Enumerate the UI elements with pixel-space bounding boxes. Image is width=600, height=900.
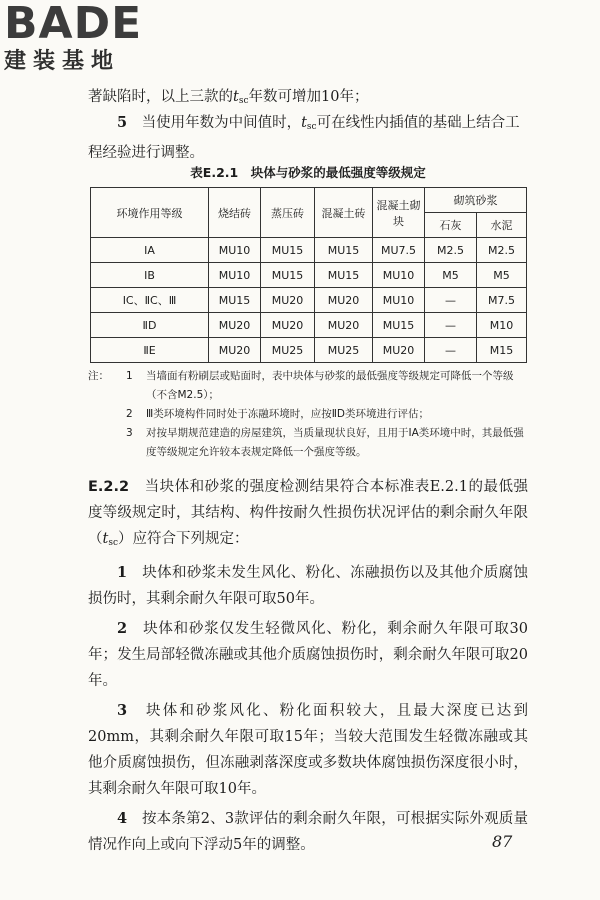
logo-wordmark: BADE — [4, 0, 143, 49]
cell-env: ⅠC、ⅡC、Ⅲ — [91, 288, 209, 313]
cell: MU25 — [261, 338, 315, 363]
clause-number: 5 — [117, 114, 128, 131]
clause-text: 块体和砂浆未发生风化、粉化、冻融损伤以及其他介质腐蚀损伤时，其剩余耐久年限可取50年。 — [88, 565, 529, 607]
cell-env: ⅠA — [91, 238, 209, 263]
clause-number: 3 — [117, 702, 128, 719]
clause-number: 1 — [117, 564, 128, 581]
cell: M10 — [477, 313, 527, 338]
cell: MU20 — [261, 313, 315, 338]
cell: M7.5 — [477, 288, 527, 313]
table-notes — [88, 367, 528, 462]
clause-1 — [88, 560, 528, 612]
cell: MU7.5 — [373, 238, 425, 263]
cell: — — [425, 338, 477, 363]
cell: M5 — [425, 263, 477, 288]
cell: MU15 — [373, 313, 425, 338]
table-row — [91, 288, 527, 313]
table-row — [91, 313, 527, 338]
note-label: 3 — [126, 427, 133, 439]
cell: MU15 — [209, 288, 261, 313]
symbol-sub: sc — [108, 538, 118, 548]
cell-env: ⅠB — [91, 263, 209, 288]
cell: MU20 — [209, 338, 261, 363]
note-text: Ⅲ类环境构件同时处于冻融环境时，应按ⅡD类环境进行评估； — [146, 408, 429, 420]
table-row — [91, 263, 527, 288]
table-caption: 表E.2.1 块体与砂浆的最低强度等级规定 — [190, 165, 426, 180]
header-sintered: 烧结砖 — [209, 188, 261, 238]
cell: — — [425, 313, 477, 338]
notes-prefix: 注： — [88, 370, 109, 382]
cell: MU20 — [209, 313, 261, 338]
site-logo — [4, 2, 142, 74]
note-label: 1 — [126, 370, 133, 382]
symbol-t: t — [301, 115, 307, 131]
header-cement: 水泥 — [477, 213, 527, 238]
cell: MU10 — [209, 238, 261, 263]
note-indent — [88, 405, 126, 424]
table-row — [91, 338, 527, 363]
symbol-sub: sc — [306, 122, 317, 132]
cell: MU20 — [315, 313, 373, 338]
note-item — [88, 405, 528, 424]
header-lime: 石灰 — [425, 213, 477, 238]
cell: MU15 — [315, 238, 373, 263]
cell: MU25 — [315, 338, 373, 363]
section-intro — [88, 474, 528, 556]
text-segment: 当使用年数为中间值时， — [141, 115, 302, 131]
section-body — [88, 474, 528, 862]
cell: MU10 — [373, 288, 425, 313]
cell: MU15 — [261, 238, 315, 263]
clause-text: 块体和砂浆风化、粉化面积较大，且最大深度已达到20mm，其剩余耐久年限可取15年；当较大范围发生轻微冻融或其他介质腐蚀损伤，但冻融剥落深度或多数块体腐蚀损伤深度很小时，其剩余耐久年限可取10年。 — [88, 703, 529, 797]
header-concrete-block: 混凝土砌块 — [373, 188, 425, 238]
header-env: 环境作用等级 — [91, 188, 209, 238]
section-number: E.2.2 — [88, 479, 130, 495]
note-item — [88, 424, 528, 462]
cell: M2.5 — [477, 238, 527, 263]
cell: MU15 — [261, 263, 315, 288]
strength-table — [90, 187, 527, 363]
symbol-t: t — [102, 531, 109, 547]
note-indent — [88, 424, 126, 462]
text-segment: 年数可增加10年； — [248, 89, 369, 105]
cell: MU15 — [315, 263, 373, 288]
table-row — [91, 238, 527, 263]
clause-text: 按本条第2、3款评估的剩余耐久年限，可根据实际外观质量情况作向上或向下浮动5年的调整。 — [88, 811, 528, 853]
cell: MU20 — [261, 288, 315, 313]
note-text: 当墙面有粉刷层或贴面时，表中块体与砂浆的最低强度等级规定可降低一个等级（不含M2.5）； — [146, 370, 514, 401]
cell: MU10 — [209, 263, 261, 288]
header-pressed: 蒸压砖 — [261, 188, 315, 238]
logo-subtitle: 建装基地 — [4, 49, 121, 74]
cell: MU10 — [373, 263, 425, 288]
text-segment: 可在线性内插值的基础上结合工程经验进行调整。 — [88, 115, 520, 161]
cell: MU20 — [315, 288, 373, 313]
clause-number: 4 — [117, 810, 128, 827]
clause-number: 2 — [117, 620, 128, 637]
cell: MU20 — [373, 338, 425, 363]
note-text: 对按早期规范建造的房屋建筑，当质量现状良好，且用于ⅠA类环境中时，其最低强度等级规定允许较本表规定降低一个强度等级。 — [146, 427, 524, 458]
cell: M5 — [477, 263, 527, 288]
note-label: 2 — [126, 408, 133, 420]
symbol-t: t — [233, 89, 239, 105]
cell-env: ⅡD — [91, 313, 209, 338]
clause-5 — [88, 110, 528, 166]
text-segment: 著缺陷时，以上三款的 — [88, 89, 233, 105]
clause-4 — [88, 806, 528, 858]
cell: — — [425, 288, 477, 313]
page-number: 87 — [492, 832, 513, 851]
clause-2 — [88, 616, 528, 694]
clause-3 — [88, 698, 528, 802]
symbol-sub: sc — [238, 96, 249, 106]
text-segment: ）应符合下列规定： — [118, 531, 249, 547]
clause-text: 块体和砂浆仅发生轻微风化、粉化，剩余耐久年限可取30年；发生局部轻微冻融或其他介质腐蚀损伤时，剩余耐久年限可取20年。 — [88, 621, 529, 689]
text-segment: 当块体和砂浆的强度检测结果符合本标准表E.2.1的最低强度等级规定时，其结构、构件按耐久性损伤状况评估的剩余耐久年限（ — [88, 479, 528, 547]
note-item — [88, 367, 528, 405]
header-mortar: 砌筑砂浆 — [425, 188, 527, 213]
cell-env: ⅡE — [91, 338, 209, 363]
header-concrete-brick: 混凝土砖 — [315, 188, 373, 238]
table-header-row — [91, 188, 527, 213]
cell: M2.5 — [425, 238, 477, 263]
cell: M15 — [477, 338, 527, 363]
